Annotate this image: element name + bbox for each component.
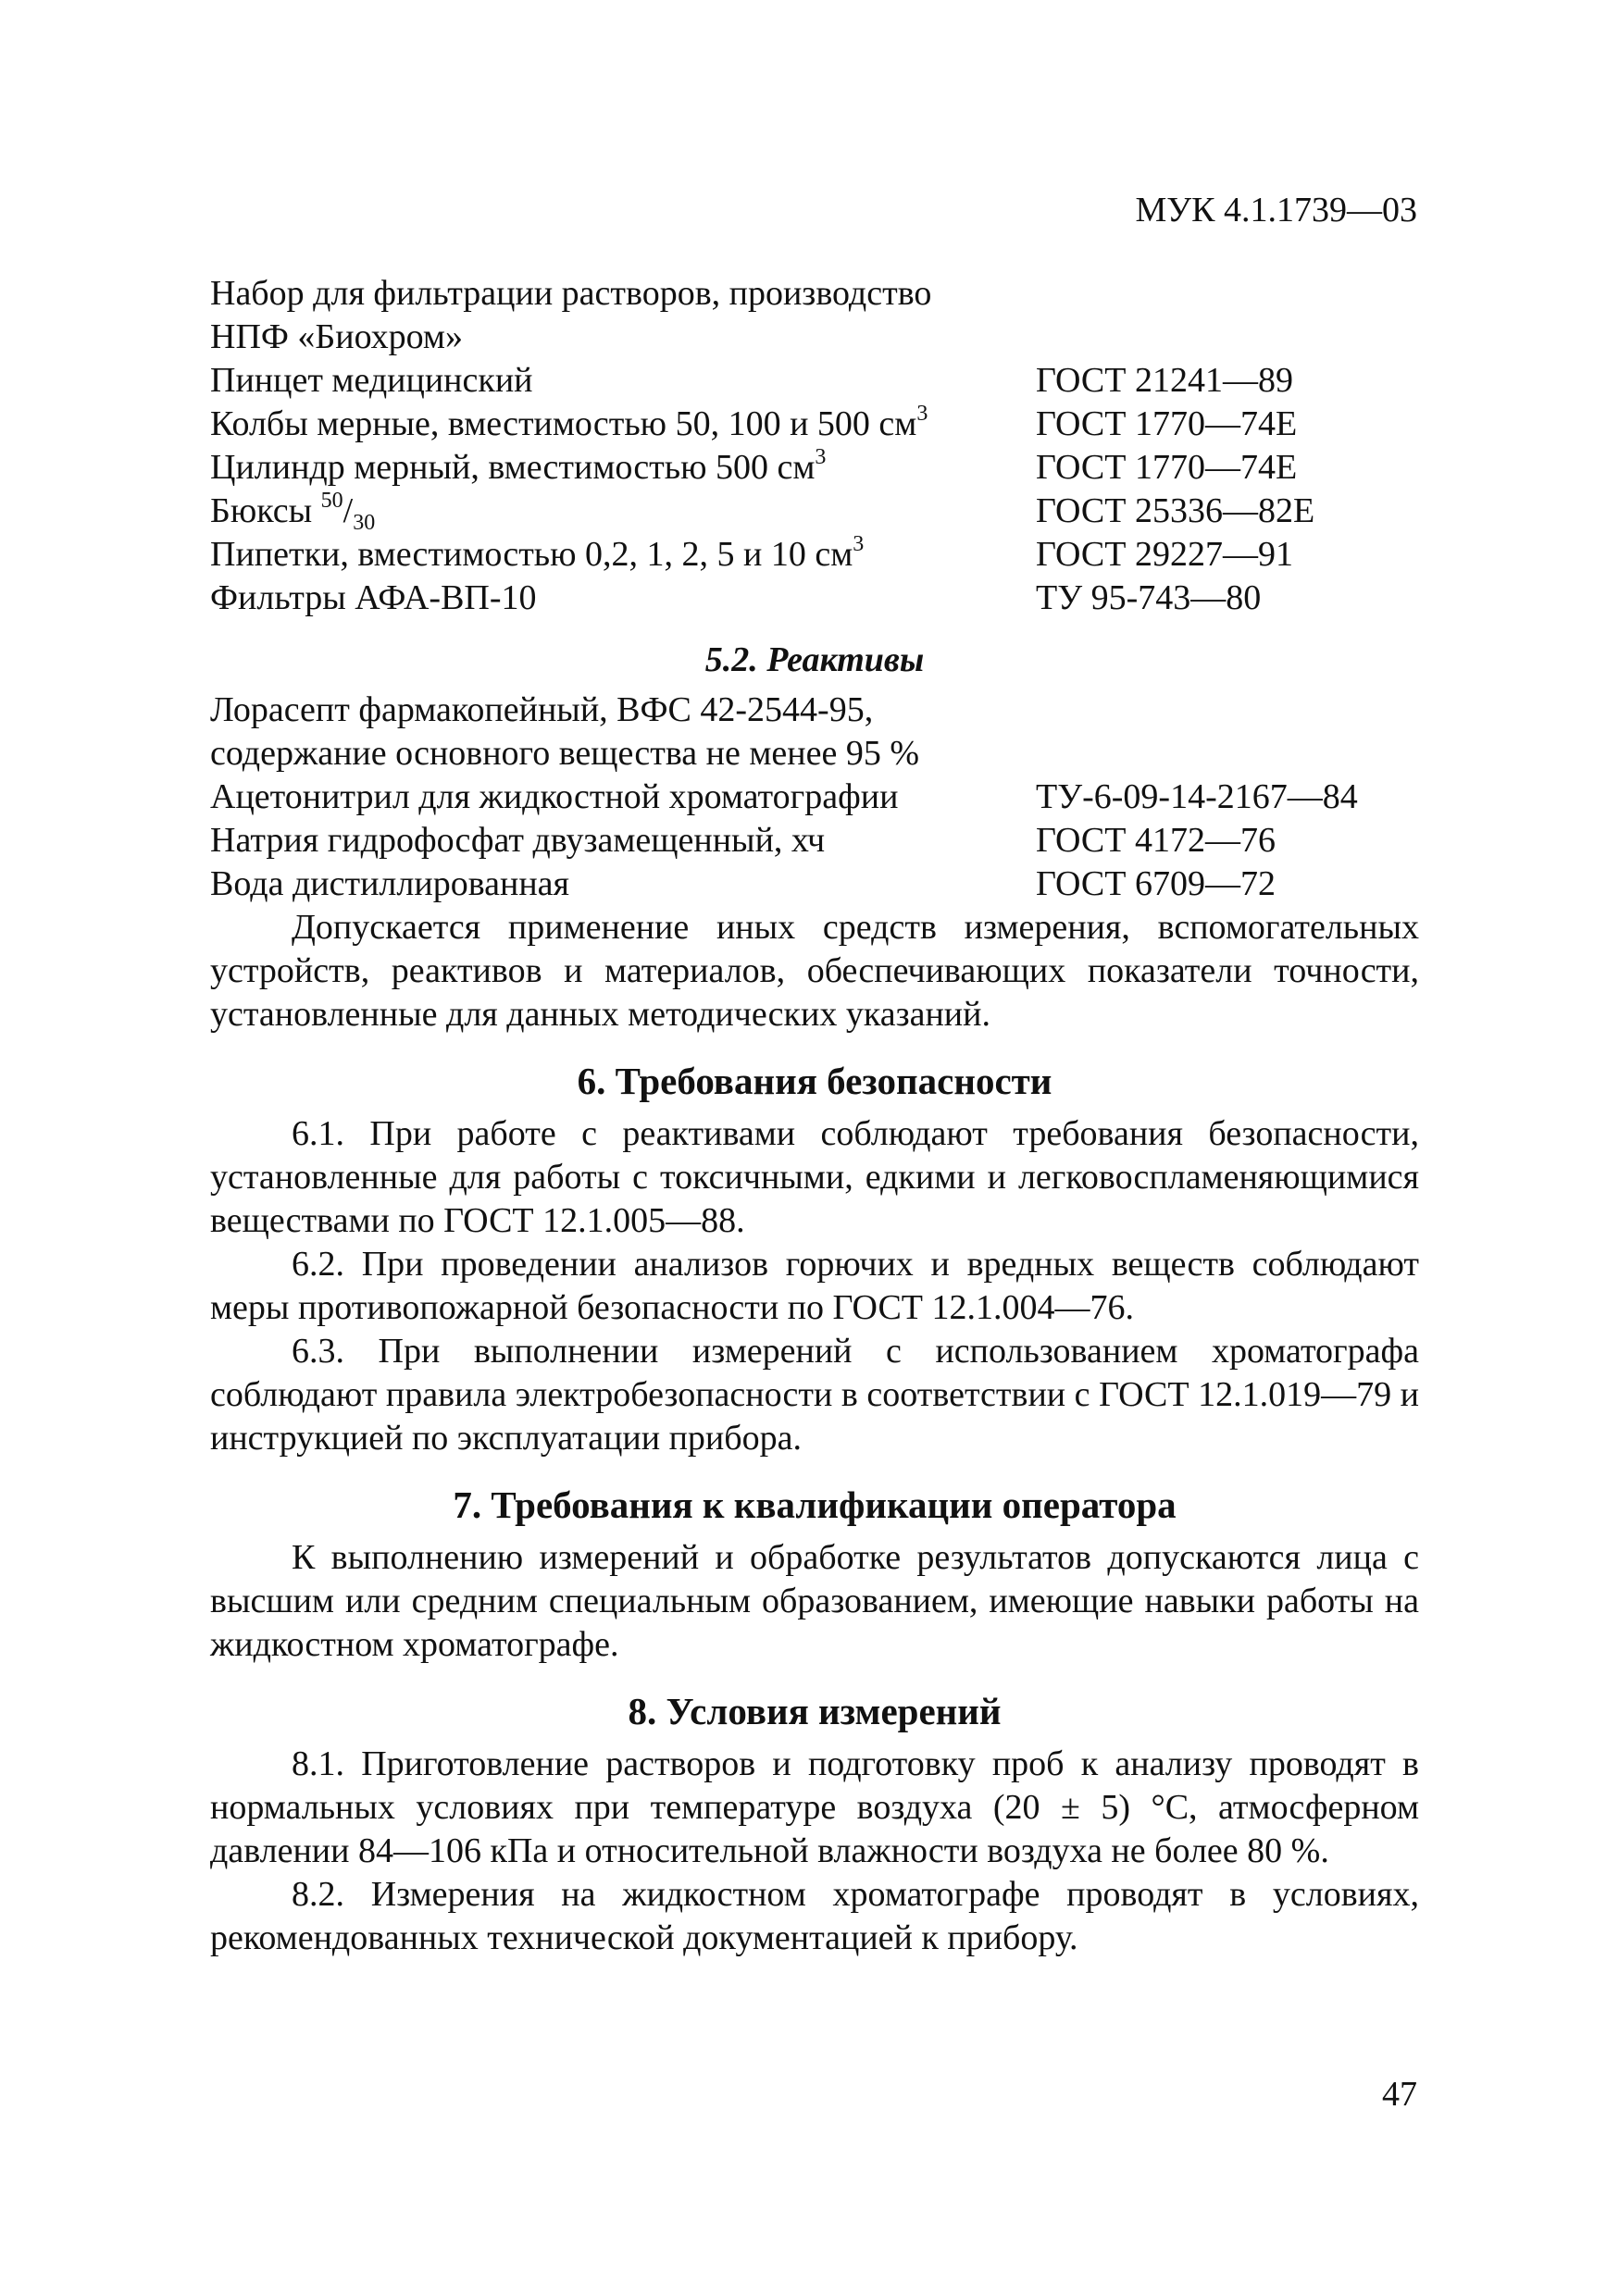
section-8-heading: 8. Условия измерений bbox=[628, 1690, 1002, 1732]
reagent-name: Ацетонитрил для жидкостной хроматографии bbox=[210, 777, 899, 816]
superscript: 3 bbox=[853, 532, 865, 556]
reagents-subheading: 5.2. Реактивы bbox=[704, 640, 925, 679]
equipment-row bbox=[210, 316, 1419, 359]
superscript: 3 bbox=[815, 445, 827, 469]
section-6-paragraph-2: 6.2. При проведении анализов горючих и вредных веществ соблюдают меры противопожарной безопасности по ГОСТ 12.1.004—76. bbox=[210, 1245, 1419, 1327]
equipment-name: Бюксы bbox=[210, 491, 321, 530]
equipment-row bbox=[210, 359, 1419, 403]
equipment-name-cell: Бюксы $^{50}/_{30}$ bbox=[210, 489, 376, 535]
section-6-heading: 6. Требования безопасности bbox=[577, 1060, 1052, 1102]
equipment-name: НПФ «Биохром» bbox=[210, 317, 463, 356]
equipment-row bbox=[210, 577, 1419, 620]
equipment-name-cell bbox=[210, 533, 1036, 577]
page-content bbox=[210, 272, 1419, 1960]
reagent-name: Лорасепт фармакопейный, ВФС 42-2544-95, bbox=[210, 690, 874, 729]
reagents-list bbox=[210, 689, 1419, 906]
equipment-name: Фильтры АФА-ВП-10 bbox=[210, 578, 537, 617]
equipment-name-cell bbox=[210, 403, 1036, 446]
fraction-denominator: 30 bbox=[353, 511, 376, 535]
section-7-heading: 7. Требования к квалификации оператора bbox=[453, 1483, 1177, 1526]
equipment-name: Пинцет медицинский bbox=[210, 361, 533, 400]
equipment-row bbox=[210, 403, 1419, 446]
equipment-row bbox=[210, 272, 1419, 316]
fraction-numerator: 50 bbox=[320, 489, 343, 513]
reagent-row bbox=[210, 863, 1419, 906]
equipment-standard: ГОСТ 25336—82Е bbox=[1036, 491, 1315, 530]
equipment-name: Цилиндр мерный, вместимостью 500 см bbox=[210, 448, 816, 487]
equipment-row bbox=[210, 533, 1419, 577]
section-8-paragraph-2: 8.2. Измерения на жидкостном хроматографе проводят в условиях, рекомендованных технической документацией к прибору. bbox=[210, 1875, 1419, 1957]
reagent-standard: ГОСТ 4172—76 bbox=[1036, 821, 1276, 860]
equipment-standard: ГОСТ 29227—91 bbox=[1036, 535, 1293, 574]
section-6-paragraph-1: 6.1. При работе с реактивами соблюдают требования безопасности, установленные для работы с токсичными, едкими и легковоспламеняющимися веществами по ГОСТ 12.1.005—88. bbox=[210, 1114, 1419, 1240]
equipment-standard: ГОСТ 1770—74Е bbox=[1036, 404, 1298, 443]
reagent-row bbox=[210, 732, 1419, 776]
reagent-name: содержание основного вещества не менее 95 % bbox=[210, 734, 919, 773]
page-number: 47 bbox=[1382, 2075, 1417, 2114]
equipment-row bbox=[210, 446, 1419, 490]
equipment-name-cell bbox=[210, 446, 1036, 490]
section-6-paragraph-3: 6.3. При выполнении измерений с использованием хроматографа соблюдают правила электробезопасности в соответствии с ГОСТ 12.1.019—79 и инструкцией по эксплуатации прибора. bbox=[210, 1332, 1419, 1458]
equipment-standard: ГОСТ 21241—89 bbox=[1036, 361, 1293, 400]
superscript: 3 bbox=[916, 402, 928, 426]
document-code: МУК 4.1.1739—03 bbox=[1135, 191, 1417, 230]
reagent-row bbox=[210, 689, 1419, 732]
equipment-list bbox=[210, 272, 1419, 620]
equipment-standard: ГОСТ 1770—74Е bbox=[1036, 448, 1298, 487]
section-7-paragraph-1: К выполнению измерений и обработке результатов допускаются лица с высшим или средним специальным образованием, имеющие навыки работы на жидкостном хроматографе. bbox=[210, 1538, 1419, 1664]
equipment-name: Пипетки, вместимостью 0,2, 1, 2, 5 и 10 см bbox=[210, 535, 853, 574]
reagent-standard: ГОСТ 6709—72 bbox=[1036, 864, 1276, 903]
reagent-name: Вода дистиллированная bbox=[210, 864, 570, 903]
equipment-name: Колбы мерные, вместимостью 50, 100 и 500 см bbox=[210, 404, 917, 443]
allowance-paragraph: Допускается применение иных средств измерения, вспомогательных устройств, реактивов и материалов, обеспечивающих показатели точности, установленные для данных методических указаний. bbox=[210, 908, 1419, 1034]
reagent-row bbox=[210, 819, 1419, 863]
reagent-row bbox=[210, 776, 1419, 819]
reagent-standard: ТУ-6-09-14-2167—84 bbox=[1036, 777, 1358, 816]
equipment-standard: ТУ 95-743—80 bbox=[1036, 578, 1262, 617]
equipment-row bbox=[210, 490, 1419, 533]
reagent-name: Натрия гидрофосфат двузамещенный, хч bbox=[210, 821, 826, 860]
equipment-name: Набор для фильтрации растворов, производство bbox=[210, 274, 932, 313]
section-8-paragraph-1: 8.1. Приготовление растворов и подготовку проб к анализу проводят в нормальных условиях при температуре воздуха (20 ± 5) °С, атмосферном давлении 84—106 кПа и относительной влажности воздуха не более 80 %. bbox=[210, 1744, 1419, 1870]
